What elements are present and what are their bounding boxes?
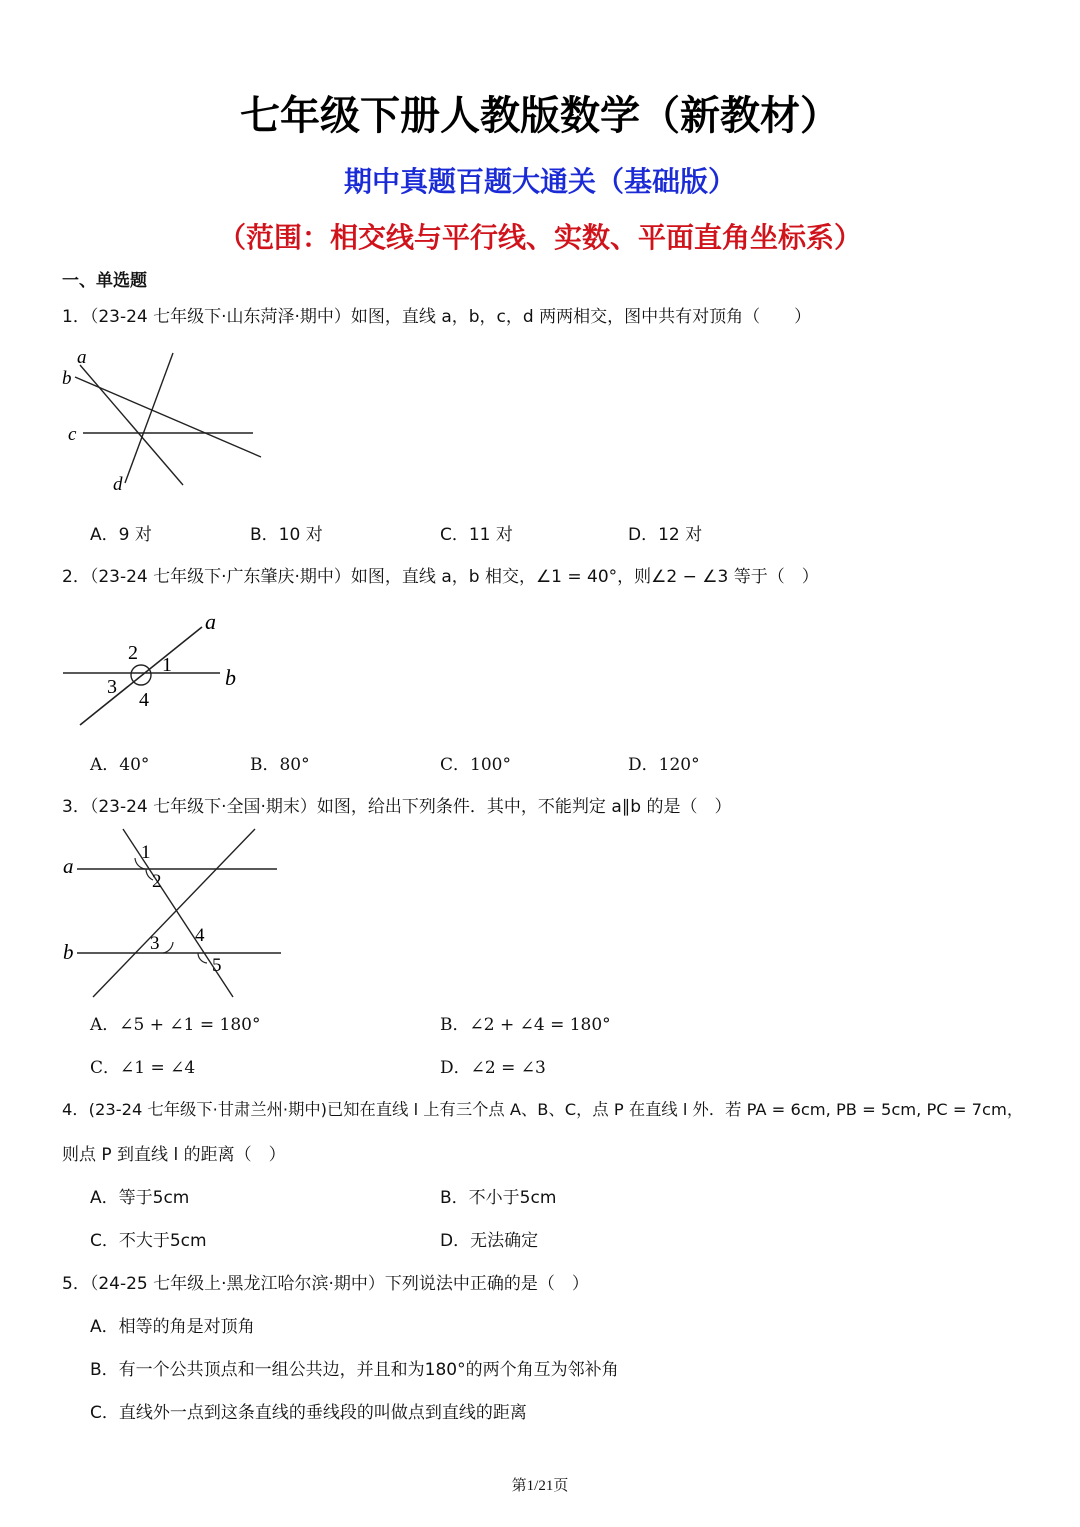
- q4-option-a[interactable]: A．等于5cm: [90, 1188, 190, 1208]
- q1-option-a[interactable]: A．9 对: [90, 525, 152, 545]
- question-4-stem-continued: 则点 P 到直线 l 的距离（ ）: [62, 1145, 286, 1165]
- angle-1-label: 1: [141, 842, 151, 863]
- question-1-stem: 1．（23-24 七年级下·山东菏泽·期中）如图，直线 a，b，c，d 两两相交，图中共有对顶角（ ）: [62, 307, 812, 327]
- angle-2-label: 2: [152, 871, 162, 892]
- transversal-2: [93, 829, 255, 997]
- angle-3-arc: [163, 942, 173, 953]
- question-2-stem: 2．（23-24 七年级下·广东肇庆·期中）如图，直线 a，b 相交，∠1 = 40°，则∠2 − ∠3 等于（ ）: [62, 567, 819, 587]
- label-c: c: [68, 424, 77, 445]
- label-d: d: [113, 474, 123, 495]
- line-d: [125, 353, 173, 483]
- question-2-figure: [55, 605, 255, 730]
- q4-option-d[interactable]: D．无法确定: [440, 1231, 539, 1251]
- q1-option-b[interactable]: B．10 对: [250, 525, 323, 545]
- angle-5-label: 5: [212, 955, 222, 976]
- label-a: a: [77, 347, 87, 368]
- angle-1-label: 1: [162, 654, 172, 676]
- angle-3-label: 3: [150, 933, 160, 954]
- document-scope: （范围：相交线与平行线、实数、平面直角坐标系）: [217, 221, 862, 254]
- section-heading: 一、单选题: [62, 271, 147, 291]
- q2-option-a[interactable]: A．40°: [90, 755, 150, 775]
- document-title: 七年级下册人教版数学（新教材）: [240, 93, 840, 139]
- q2-option-d[interactable]: D．120°: [628, 755, 700, 775]
- question-5-stem: 5．（24-25 七年级上·黑龙江哈尔滨·期中）下列说法中正确的是（ ）: [62, 1274, 589, 1294]
- angle-4-label: 4: [195, 925, 205, 946]
- q4-option-b[interactable]: B．不小于5cm: [440, 1188, 557, 1208]
- angle-4-label: 4: [139, 689, 149, 711]
- q5-option-c[interactable]: C．直线外一点到这条直线的垂线段的叫做点到直线的距离: [90, 1403, 527, 1423]
- angle-2-label: 2: [128, 642, 138, 664]
- question-3-figure: [55, 825, 290, 1005]
- angle-3-label: 3: [107, 676, 117, 698]
- q5-option-a[interactable]: A．相等的角是对顶角: [90, 1317, 255, 1337]
- q3-option-c[interactable]: C．∠1 = ∠4: [90, 1058, 196, 1078]
- question-3-stem: 3．（23-24 七年级下·全国·期末）如图，给出下列条件．其中，不能判定 a∥b 的是（ ）: [62, 797, 732, 817]
- q2-option-c[interactable]: C．100°: [440, 755, 511, 775]
- q2-option-b[interactable]: B．80°: [250, 755, 310, 775]
- label-b: b: [62, 368, 72, 389]
- question-4-stem: 4．(23-24 七年级下·甘肃兰州·期中)已知在直线 l 上有三个点 A、B、C，点 P 在直线 l 外．若 PA = 6cm, PB = 5cm, PC = 7cm，: [62, 1100, 1024, 1119]
- q5-option-b[interactable]: B．有一个公共顶点和一组公共边，并且和为180°的两个角互为邻补角: [90, 1360, 619, 1380]
- page-number: 第1/21页: [511, 1478, 569, 1494]
- label-b: b: [63, 940, 74, 964]
- q1-option-d[interactable]: D．12 对: [628, 525, 703, 545]
- label-a: a: [63, 854, 74, 878]
- question-1-figure: [55, 345, 275, 500]
- q1-option-c[interactable]: C．11 对: [440, 525, 513, 545]
- q3-option-b[interactable]: B．∠2 + ∠4 = 180°: [440, 1015, 611, 1035]
- line-b: [75, 377, 261, 457]
- label-b: b: [225, 665, 236, 690]
- label-a: a: [205, 609, 216, 634]
- document-subtitle: 期中真题百题大通关（基础版）: [343, 165, 736, 198]
- q3-option-a[interactable]: A．∠5 + ∠1 = 180°: [90, 1015, 261, 1035]
- q3-option-d[interactable]: D．∠2 = ∠3: [440, 1058, 546, 1078]
- q4-option-c[interactable]: C．不大于5cm: [90, 1231, 207, 1251]
